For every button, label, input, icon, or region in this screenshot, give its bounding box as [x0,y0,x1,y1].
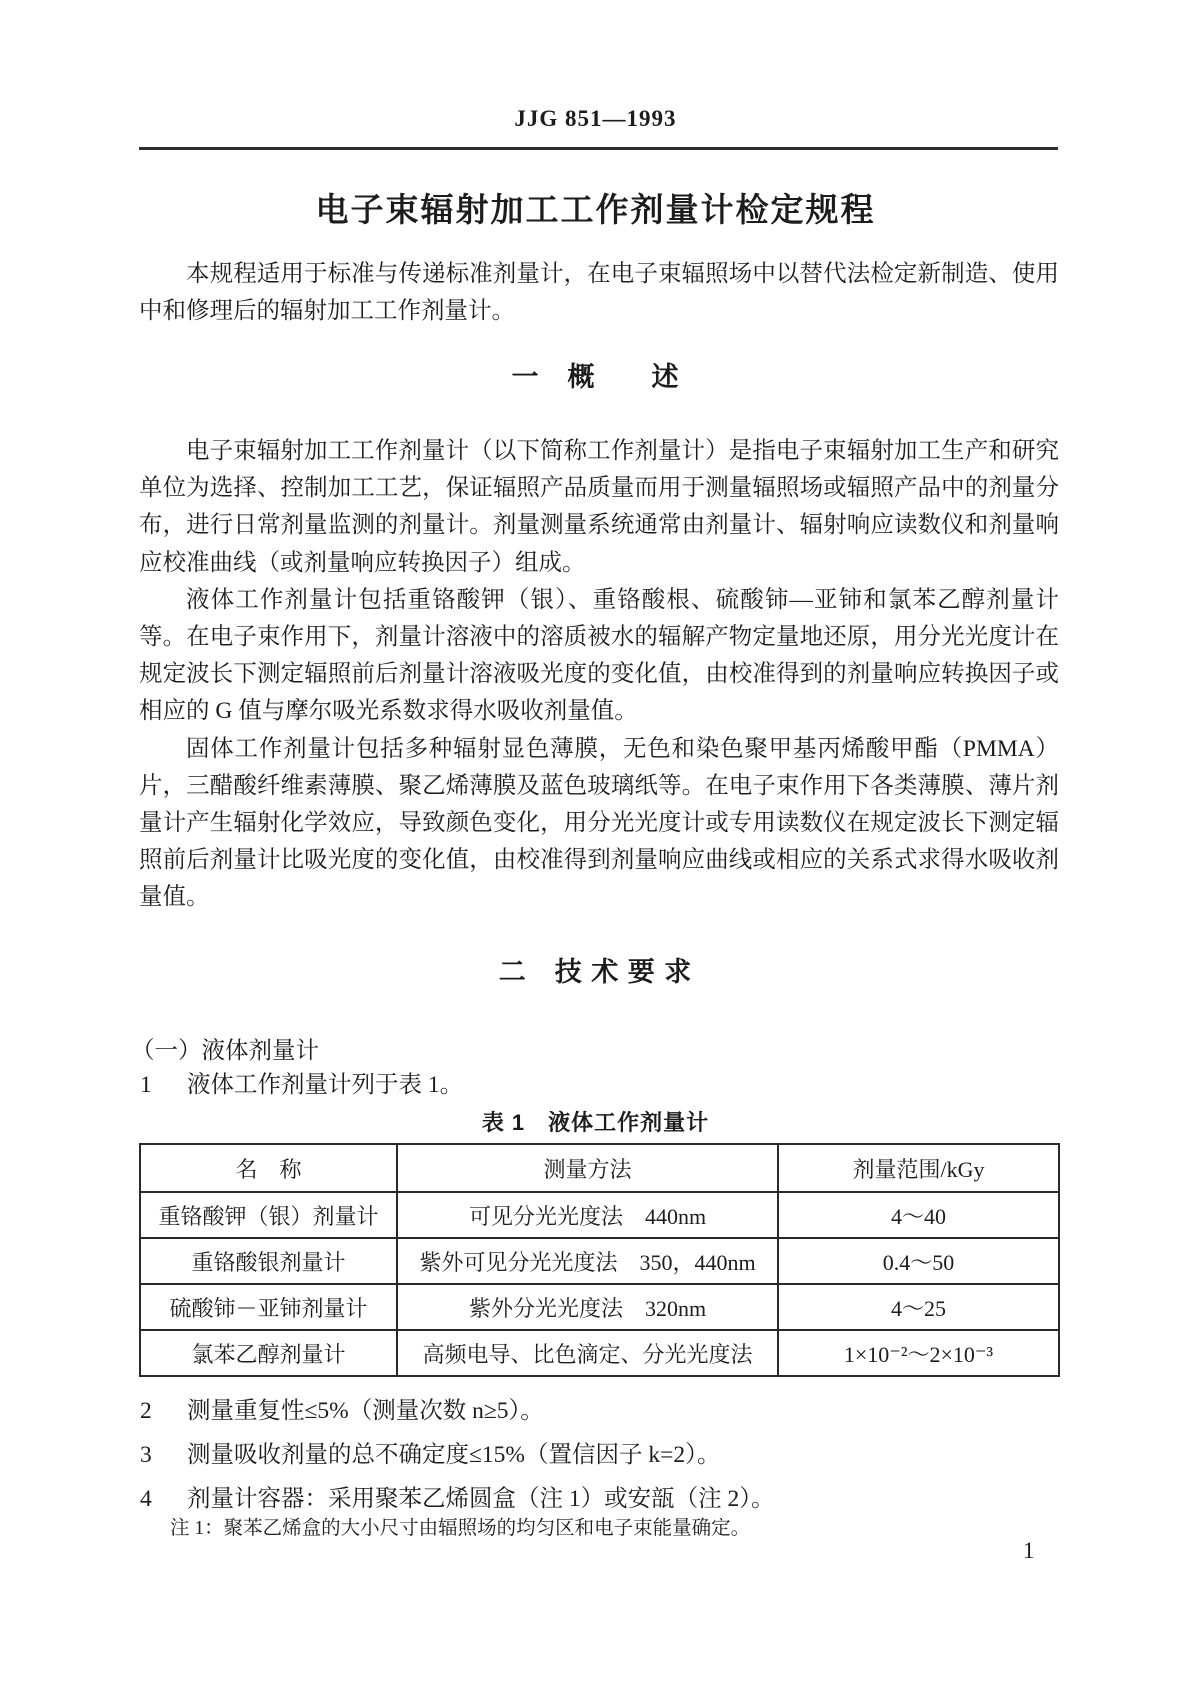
item-text: 液体工作剂量计列于表 1。 [187,1072,464,1098]
table-header-row [140,1144,1059,1192]
scope-paragraph: 本规程适用于标准与传递标准剂量计，在电子束辐照场中以替代法检定新制造、使用中和修理后的辐射加工工作剂量计。 [139,261,1059,324]
cell-method: 高频电导、比色滴定、分光光度法 [397,1330,778,1376]
table-row [140,1192,1059,1238]
item-number: 4 [140,1486,152,1512]
cell-range: 1×10⁻²～2×10⁻³ [778,1330,1059,1376]
cell-name: 硫酸铈－亚铈剂量计 [140,1284,397,1330]
section-1-heading: 一 概 述 [511,362,680,392]
list-item [140,1396,1060,1427]
cell-range: 0.4～50 [778,1238,1059,1284]
section-1-body [139,433,1059,917]
cell-method: 可见分光光度法 440nm [397,1192,778,1238]
page-number: 1 [1023,1538,1035,1563]
item-number: 1 [140,1072,152,1098]
list-item [140,1440,1060,1471]
table-row [140,1330,1059,1376]
column-header-method: 测量方法 [397,1144,778,1192]
header-rule [139,147,1058,150]
liquid-dosimeter-table [139,1143,1060,1377]
item-number: 3 [140,1442,152,1468]
item-text: 剂量计容器：采用聚苯乙烯圆盒（注 1）或安瓿（注 2）。 [187,1486,775,1512]
cell-name: 重铬酸银剂量计 [140,1238,397,1284]
paragraph: 电子束辐射加工工作剂量计（以下简称工作剂量计）是指电子束辐射加工生产和研究单位为选择、控制加工工艺，保证辐照产品质量而用于测量辐照场或辐照产品中的剂量分布，进行日常剂量监测的剂量计。剂量测量系统通常由剂量计、辐射响应读数仪和剂量响应校准曲线（或剂量响应转换因子）组成。 [139,438,1059,576]
cell-name: 氯苯乙醇剂量计 [140,1330,397,1376]
section-2-heading: 二 技 术 要 求 [498,957,693,987]
cell-method: 紫外分光光度法 320nm [397,1284,778,1330]
cell-range: 4～40 [778,1192,1059,1238]
item-text: 测量重复性≤5%（测量次数 n≥5）。 [187,1398,544,1424]
paragraph: 固体工作剂量计包括多种辐射显色薄膜，无色和染色聚甲基丙烯酸甲酯（PMMA）片，三醋酸纤维素薄膜、聚乙烯薄膜及蓝色玻璃纸等。在电子束作用下各类薄膜、薄片剂量计产生辐射化学效应，导致颜色变化，用分光光度计或专用读数仪在规定波长下测定辐照前后剂量计比吸光度的变化值，由校准得到剂量响应曲线或相应的关系式求得水吸收剂量值。 [139,735,1059,911]
column-header-name: 名 称 [140,1144,397,1192]
table-row [140,1238,1059,1284]
item-text: 测量吸收剂量的总不确定度≤15%（置信因子 k=2）。 [187,1442,721,1468]
cell-range: 4～25 [778,1284,1059,1330]
table-caption: 表 1 液体工作剂量计 [481,1110,710,1135]
list-item [140,1484,1060,1515]
footnote: 注 1：聚苯乙烯盒的大小尺寸由辐照场的均匀区和电子束能量确定。 [170,1518,751,1539]
cell-name: 重铬酸钾（银）剂量计 [140,1192,397,1238]
doc-code: JJG 851—1993 [514,106,677,131]
paragraph: 液体工作剂量计包括重铬酸钾（银）、重铬酸根、硫酸铈—亚铈和氯苯乙醇剂量计等。在电子束作用下，剂量计溶液中的溶质被水的辐解产物定量地还原，用分光光度计在规定波长下测定辐照前后剂量计溶液吸光度的变化值，由校准得到的剂量响应转换因子或相应的 G 值与摩尔吸光系数求得水吸收剂量值。 [139,586,1059,725]
list-item [140,1070,1060,1101]
requirement-items [140,1396,1060,1528]
cell-method: 紫外可见分光光度法 350，440nm [397,1238,778,1284]
page-title: 电子束辐射加工工作剂量计检定规程 [315,191,876,228]
subsection-heading: （一）液体剂量计 [131,1038,319,1064]
column-header-range: 剂量范围/kGy [778,1144,1059,1192]
item-number: 2 [140,1398,152,1424]
table-row [140,1284,1059,1330]
